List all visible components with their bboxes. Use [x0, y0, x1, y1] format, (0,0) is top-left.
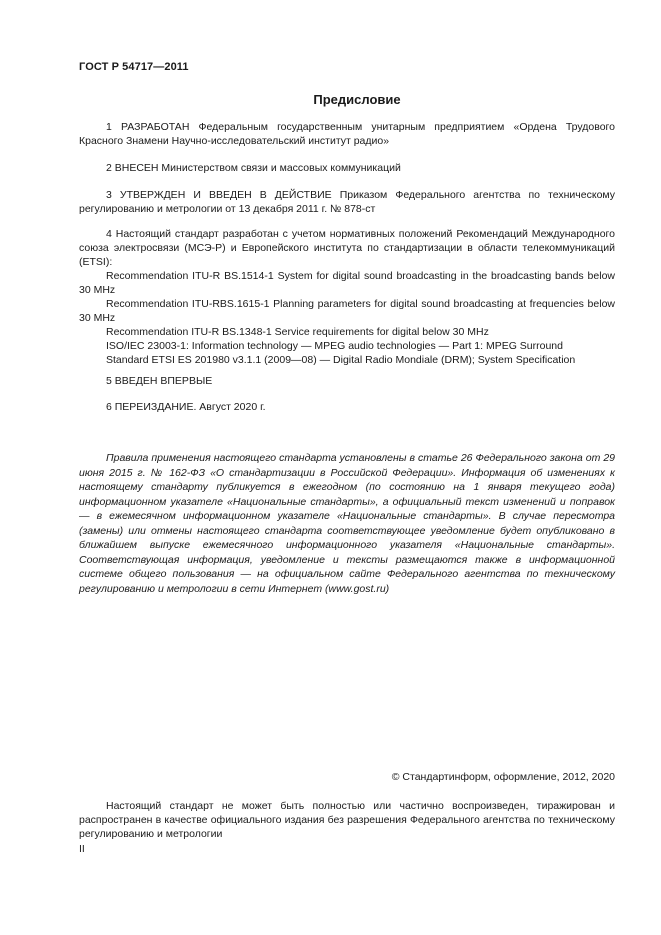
item-2 [79, 161, 615, 175]
reference-item: Standard ETSI ES 201980 v3.1.1 (2009—08) — Digital Radio Mondiale (DRM); System Specification [106, 354, 576, 366]
item-6 [79, 400, 615, 414]
copyright: © Стандартинформ, оформление, 2012, 2020 [391, 771, 615, 783]
item-3 [79, 188, 615, 216]
document-code: ГОСТ Р 54717—2011 [79, 61, 189, 73]
item-3-text: 3 УТВЕРЖДЕН И ВВЕДЕН В ДЕЙСТВИЕ Приказом Федерального агентства по техническому регулированию и метрологии от 13 декабря 2011 г. № 878-ст [79, 189, 615, 215]
item-2-text: 2 ВНЕСЕН Министерством связи и массовых коммуникаций [106, 162, 401, 174]
reference-item: Recommendation ITU-R BS.1348-1 Service requirements for digital below 30 MHz [106, 326, 489, 338]
item-4 [79, 227, 615, 367]
reference-item: ISO/IEC 23003-1: Information technology — MPEG audio technologies — Part 1: MPEG Surround [106, 340, 563, 352]
page-title: Предисловие [313, 92, 401, 107]
item-1-text: 1 РАЗРАБОТАН Федеральным государственным унитарным предприятием «Ордена Трудового Красного Знамени Научно-исследовательский институт радио» [79, 121, 615, 147]
item-5-text: 5 ВВЕДЕН ВПЕРВЫЕ [106, 375, 213, 387]
item-4-text: 4 Настоящий стандарт разработан с учетом нормативных положений Рекомендаций Международного союза электросвязи (МСЭ-Р) и Европейского института по стандартизации в области телекоммуникаций (ETSI): [79, 228, 615, 268]
reproduction-notice: Настоящий стандарт не может быть полностью или частично воспроизведен, тиражирован и распространен в качестве официального издания без разрешения Федерального агентства по техническому регулированию и метрологии [79, 800, 615, 840]
item-1 [79, 120, 615, 148]
reference-item: Recommendation ITU-R BS.1514-1 System for digital sound broadcasting in the broadcasting bands below 30 MHz [79, 270, 615, 296]
item-5 [79, 374, 615, 388]
rules-notice: Правила применения настоящего стандарта установлены в статье 26 Федерального закона от 29 июня 2015 г. № 162-ФЗ «О стандартизации в Российской Федерации». Информация об изменениях к настоящему стандарту публикуется в ежегодном (по состоянию на 1 января текущего года) информационном указателе «Национальные стандарты», а официальный текст изменений и поправок — в ежемесячном информационном указателе «Национальные стандарты». В случае пересмотра (замены) или отмены настоящего стандарта соответствующее уведомление будет опубликовано в ближайшем выпуске ежемесячного информационного указателя «Национальные стандарты». Соответствующая информация, уведомление и тексты размещаются также в информационной системе общего пользования — на официальном сайте Федерального агентства по техническому регулированию и метрологии в сети Интернет (www.gost.ru) [79, 452, 615, 595]
page-number: II [79, 843, 85, 855]
reference-item: Recommendation ITU-RBS.1615-1 Planning parameters for digital sound broadcasting at frequencies below 30 MHz [79, 298, 615, 324]
item-6-text: 6 ПЕРЕИЗДАНИЕ. Август 2020 г. [106, 401, 266, 413]
